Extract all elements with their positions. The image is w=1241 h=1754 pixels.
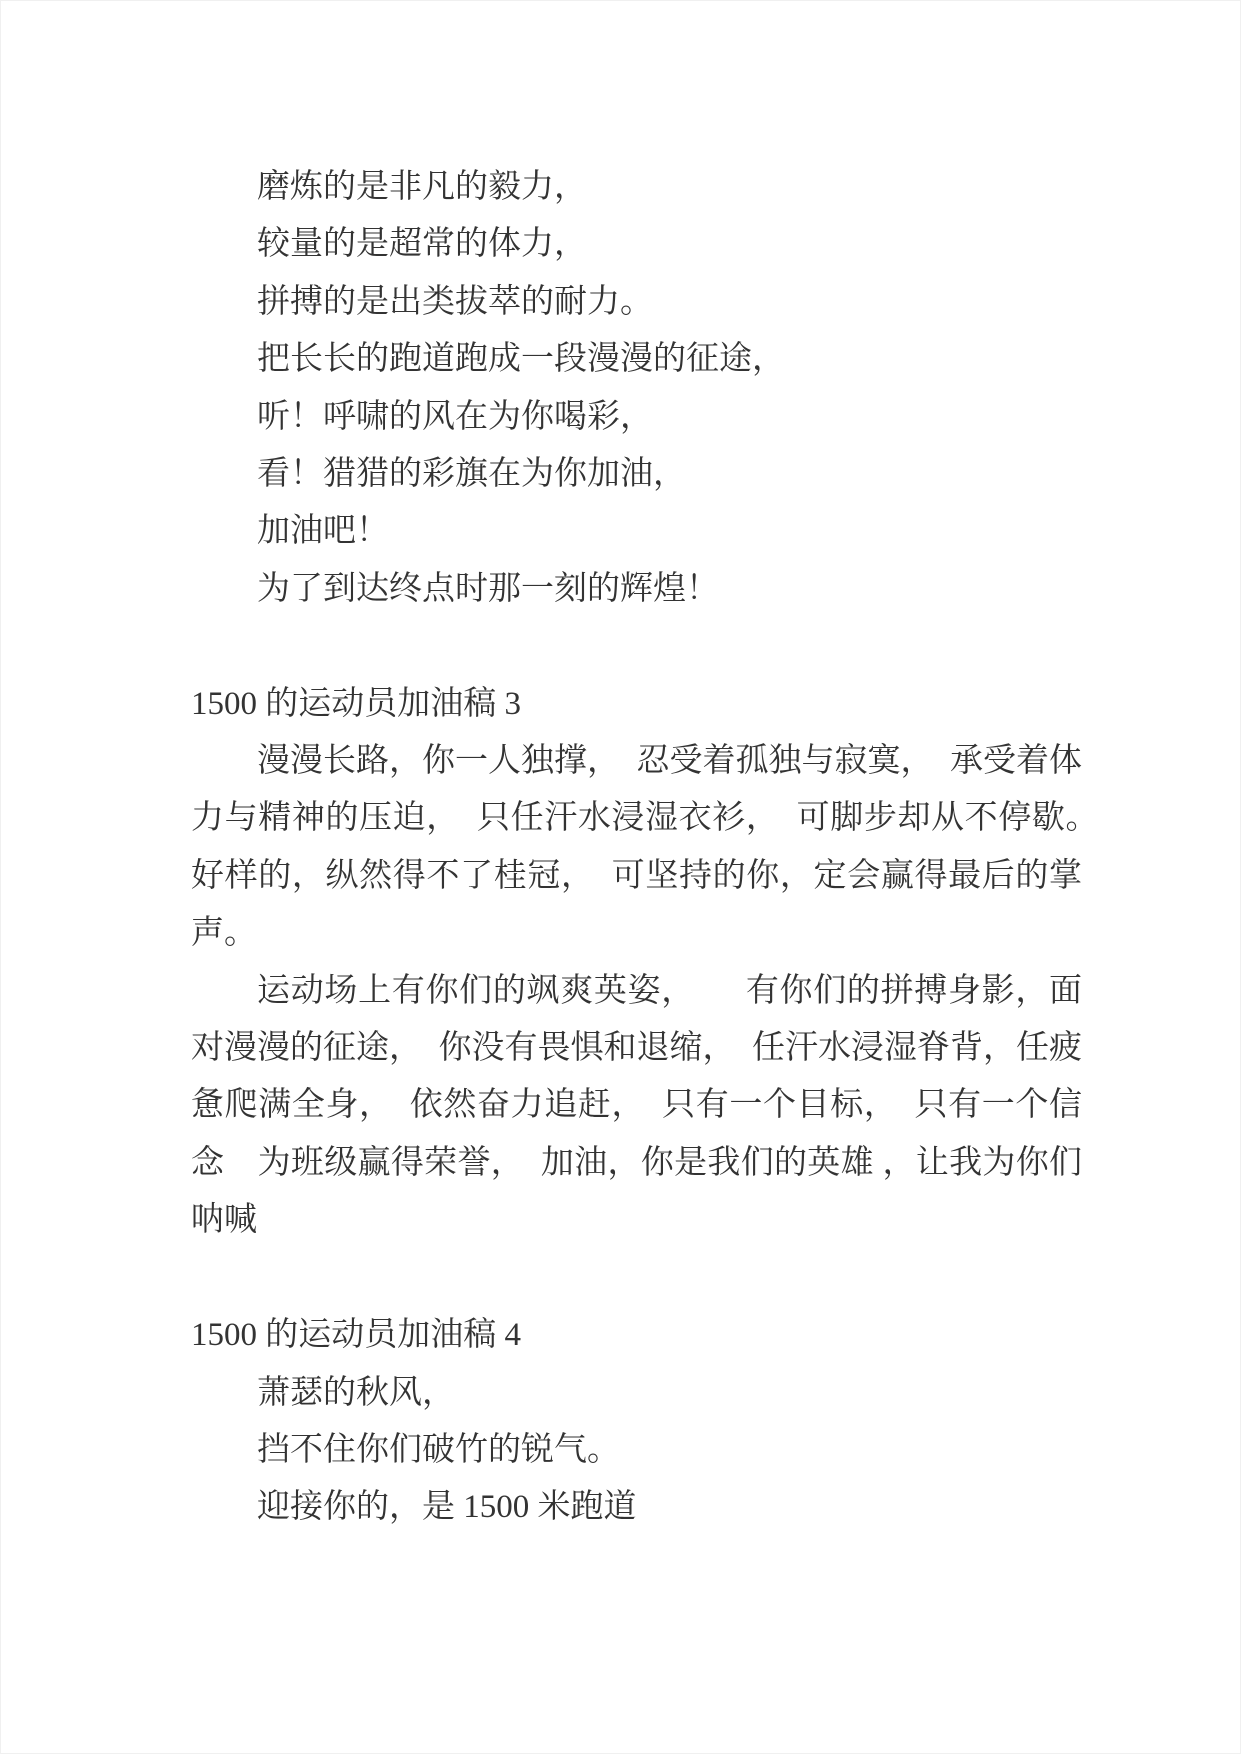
section-heading: 1500 的运动员加油稿 4 bbox=[191, 1317, 521, 1354]
paragraph: 漫漫长路，你一人独撑， 忍受着孤独与寂寞， 承受着体力与精神的压迫， 只任汗水浸湿衣衫， 可脚步却从不停歇。 好样的，纵然得不了桂冠， 可坚持的你，定会赢得最后的掌声。 bbox=[191, 743, 1115, 952]
section-heading: 1500 的运动员加油稿 3 bbox=[191, 685, 521, 722]
verse-line: 迎接你的，是 1500 米跑道 bbox=[257, 1489, 637, 1526]
verse-line: 萧瑟的秋风， bbox=[257, 1374, 455, 1411]
paragraph: 运动场上有你们的飒爽英姿， 有你们的拼搏身影，面对漫漫的征途， 你没有畏惧和退缩， 任汗水浸湿脊背，任疲惫爬满全身， 依然奋力追赶， 只有一个目标， 只有一个信念 为班级赢得荣誉， 加油，你是我们的英雄 ，让我为你们呐喊 bbox=[191, 972, 1082, 1239]
verse-line: 拼搏的是出类拔萃的耐力。 bbox=[257, 283, 653, 320]
verse-line: 听！呼啸的风在为你喝彩， bbox=[257, 398, 653, 435]
blank-line bbox=[191, 1250, 1082, 1307]
verse-line: 加油吧！ bbox=[257, 513, 389, 550]
verse-line: 为了到达终点时那一刻的辉煌！ bbox=[257, 570, 719, 607]
verse-line: 磨炼的是非凡的毅力， bbox=[257, 169, 587, 205]
verse-line: 把长长的跑道跑成一段漫漫的征途， bbox=[257, 341, 785, 378]
document-content bbox=[1, 1, 1115, 1537]
verse-line: 挡不住你们破竹的锐气。 bbox=[257, 1431, 620, 1468]
blank-line bbox=[191, 618, 1082, 675]
verse-line: 较量的是超常的体力， bbox=[257, 226, 587, 263]
verse-line: 看！猎猎的彩旗在为你加油， bbox=[257, 456, 686, 493]
